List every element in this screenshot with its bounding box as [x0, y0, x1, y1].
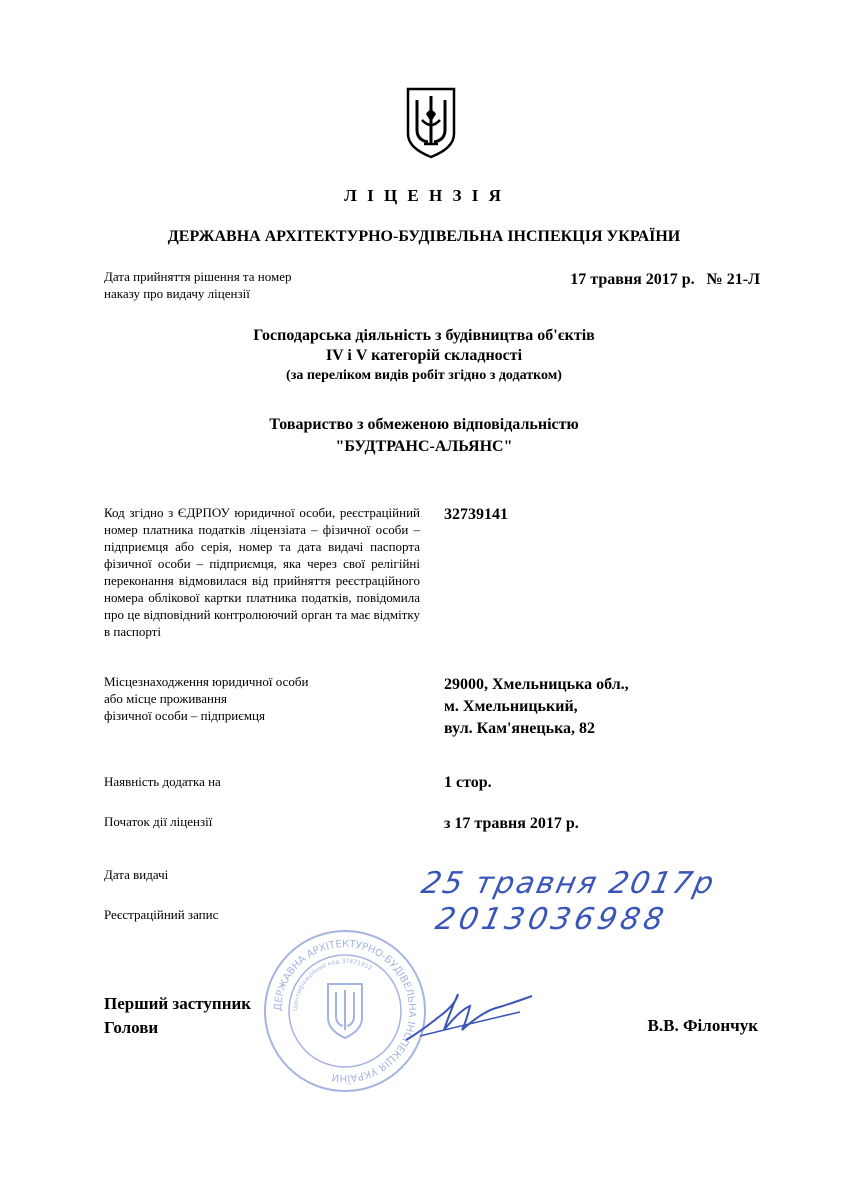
- activity-type: Господарська діяльність з будівництва об'єктів IV і V категорій складності (за переліком видів робіт згідно з додатком): [0, 326, 848, 386]
- decision-label: Дата прийняття рішення та номер наказу про видачу ліцензії: [104, 269, 292, 301]
- start-label: Початок дії ліцензії: [104, 814, 213, 829]
- registry-handwritten: 2013036988: [432, 902, 671, 937]
- issue-date-handwritten: 25 травня 2017р: [418, 866, 719, 901]
- signer-position: Перший заступник Голови: [104, 994, 252, 1037]
- document-title: Л І Ц Е Н З І Я: [344, 186, 504, 205]
- code-value: 32739141: [444, 506, 508, 523]
- licensee-name: Товариство з обмеженою відповідальністю "БУДТРАНС-АЛЬЯНС": [269, 416, 579, 455]
- appendix-value: 1 стор.: [444, 774, 492, 791]
- location-value: 29000, Хмельницька обл., м. Хмельницький, вул. Кам'янецька, 82: [444, 676, 629, 737]
- issuing-authority: ДЕРЖАВНА АРХІТЕКТУРНО-БУДІВЕЛЬНА ІНСПЕКЦІЯ УКРАЇНИ: [167, 228, 681, 245]
- registry-label: Реєстраційний запис: [104, 907, 219, 922]
- decision-date-number: [520, 271, 760, 289]
- location-label: Місцезнаходження юридичної особи або місце проживання фізичної особи – підприємця: [104, 674, 309, 723]
- stamp-coat-of-arms-icon: [328, 984, 362, 1038]
- stamp-inner-text: Ідентифікаційний код 37471912: [291, 957, 374, 1012]
- decision-number: № 21-Л: [706, 271, 760, 288]
- issue-date-label: Дата видачі: [104, 867, 169, 882]
- signer-name: В.В. Філончук: [647, 1016, 758, 1035]
- coat-of-arms-icon: [404, 86, 458, 160]
- stamp-outer-text: ДЕРЖАВНА АРХІТЕКТУРНО-БУДІВЕЛЬНА ІНСПЕКЦІЯ УКРАЇНИ: [272, 938, 418, 1084]
- activity-note: (за переліком видів робіт згідно з додатком): [286, 368, 562, 383]
- appendix-label: Наявність додатка на: [104, 774, 221, 789]
- decision-date: 17 травня 2017 р.: [570, 271, 695, 288]
- start-value: з 17 травня 2017 р.: [444, 815, 579, 832]
- code-label: Код згідно з ЄДРПОУ юридичної особи, реєстраційний номер платника податків ліцензіата – фізичної особи – підприємця або серія, номер та дата видачі паспорта фізичної особи – підприємця, яка через свої релігійні переконання відмовилася від прийняття реєстраційного номера облікової картки платника податків, повідомила про це відповідний контролюючий орган та має відмітку в паспорті: [104, 505, 420, 639]
- handwritten-signature: [400, 986, 540, 1046]
